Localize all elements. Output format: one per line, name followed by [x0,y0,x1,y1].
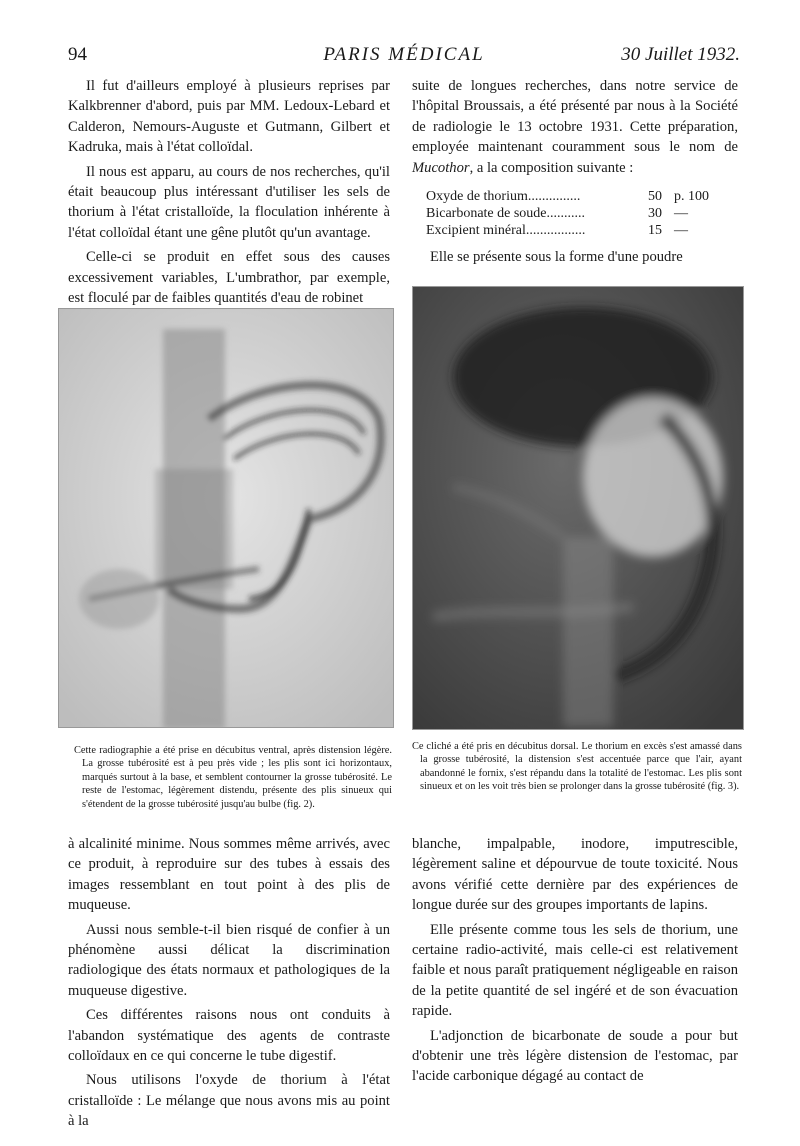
right-column-bottom [412,834,738,1087]
right-column-top [412,76,738,267]
paragraph: Aussi nous semble-t-il bien risqué de confier à un phénomène aussi délicat la discrimination radiologique des états normaux et pathologiques de la muqueuse digestive. [68,921,390,999]
ingredient-value: 15 [648,223,662,239]
issue-date: 30 Juillet 1932. [621,44,740,65]
page-header [68,44,740,72]
page-number: 94 [68,44,87,65]
radiograph-figure-2 [58,308,394,728]
paragraph: L'adjonction de bicarbonate de soude a pour but d'obtenir une très légère distension de l'estomac, par l'acide carbonique dégagé au contact de [412,1027,738,1085]
caption-text [412,740,742,794]
ingredient-unit: — [674,206,688,222]
caption-rest: distension légère. La grosse tubérosité est à peu près vide ; les plis sont ici horizontaux, marqués surtout à la base, et semblent contourner la grosse tubérosité. Le reste de l'estomac, légèrement distendu, présente des plis sinueux qui s'étendent de la grosse tubérosité jusqu'au bulbe (fig. 2). [82,745,392,810]
paragraph: Celle-ci se produit en effet sous des causes excessivement variables, L'umbrathor, par exemple, est floculé par de faibles quantités d'eau de robinet [68,249,390,307]
paragraph: Ces différentes raisons nous ont conduits à l'abandon systématique des agents de contraste colloïdaux en ce qui concerne le tube digestif. [68,1007,390,1065]
paragraph: Il nous est apparu, au cours de nos recherches, qu'il était beaucoup plus intéressant d'utiliser les sels de thorium à l'état cristalloïde, la floculation inhérente à l'état colloïdal étant une gêne plutôt qu'un avantage. [68,163,390,241]
figure-3-caption [412,740,742,794]
ingredient-value: 50 [648,189,662,205]
composition-table [426,188,709,239]
paragraph-text: suite de longues recherches, dans notre service de l'hôpital Broussais, a été présenté par nous à la Société de radiologie le 13 octobre 1931. Cette préparation, employée maintenant couramment sous le nom de [412,78,738,156]
left-column-top [68,76,390,308]
radiograph-figure-3 [412,286,744,730]
ingredient-unit: p. 100 [674,189,709,205]
left-column-bottom [68,834,390,1132]
ingredient-unit: — [674,223,688,239]
ingredient-name: Oxyde de thorium............... [426,189,581,205]
caption-rest: s'est amassé dans la grosse tubérosité, la distension s'est accentuée parce que l'air, ayant abandonné le fornix, s'est répandu dans la totalité de l'estomac. Les plis sont sinueux et on les voit très bien se prolonger dans la grosse tubérosité (fig. 3). [420,741,742,793]
paragraph [412,76,738,178]
journal-title: PARIS MÉDICAL [323,44,485,65]
caption-text [74,744,392,811]
table-row [426,222,709,239]
product-name: Mucothor [412,159,470,176]
table-row [426,205,709,222]
paragraph: Elle se présente sous la forme d'une poudre [430,249,683,266]
radiograph-image [413,287,743,729]
paragraph: Elle présente comme tous les sels de thorium, une certaine radio-activité, mais celle-ci est relativement faible et nous paraît pratiquement négligeable en raison de la petite quantité de sel ingéré et de son évacuation rapide. [412,921,738,1020]
paragraph-text: , a la composition suivante : [469,159,634,176]
caption-first-line: Cette radiographie a été prise en décubitus ventral, après [74,745,316,756]
caption-first-line: Ce cliché a été pris en décubitus dorsal. Le thorium en excès [412,741,667,752]
table-row [426,188,709,205]
ingredient-name: Bicarbonate de soude........... [426,206,586,222]
ingredient-value: 30 [648,206,662,222]
paragraph: Nous utilisons l'oxyde de thorium à l'état cristalloïde : Le mélange que nous avons mis au point à la [68,1072,390,1130]
radiograph-image [59,309,393,727]
paragraph: à alcalinité minime. Nous sommes même arrivés, avec ce produit, à reproduire sur des tubes à essais des images ressemblant en tout point à des plis de muqueuse. [68,836,390,914]
figure-2-caption [74,744,392,811]
paragraph: blanche, impalpable, inodore, imputrescible, légèrement saline et dépourvue de toute toxicité. Nous avons vérifié cette dernière par des expériences de longue durée sur des groupes importants de lapins. [412,836,738,914]
paragraph: Il fut d'ailleurs employé à plusieurs reprises par Kalkbrenner d'abord, puis par MM. Ledoux-Lebard et Calderon, Nemours-Auguste et Gutmann, Gilbert et Kadruka, mais à l'état colloïdal. [68,78,390,156]
ingredient-name: Excipient minéral................. [426,223,586,239]
